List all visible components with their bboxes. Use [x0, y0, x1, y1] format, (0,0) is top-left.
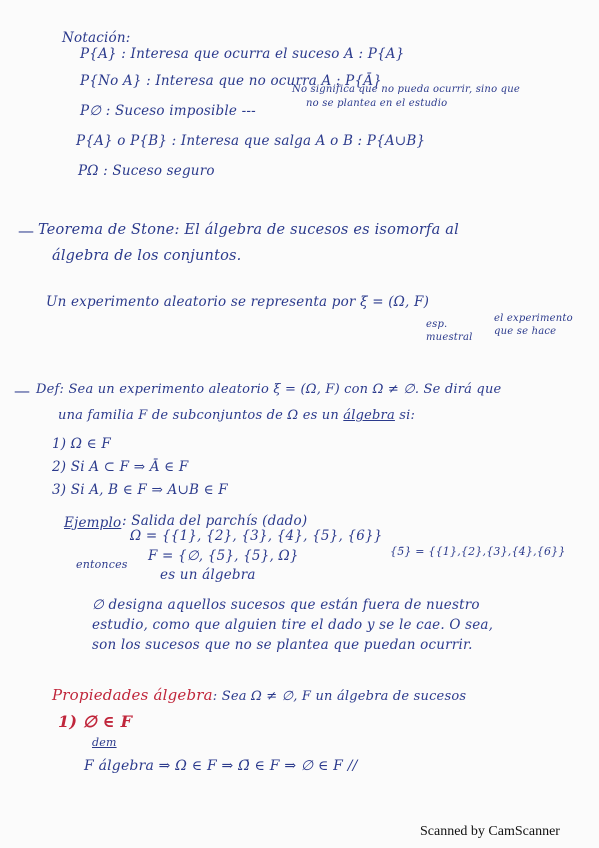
example-label: Ejemplo	[64, 515, 122, 531]
property-item-1: 1) ∅ ∈ F	[58, 712, 133, 731]
def-item-1: 1) Ω ∈ F	[52, 436, 111, 452]
example-line-2: Ω = {{1}, {2}, {3}, {4}, {5}, {6}}	[130, 528, 383, 544]
example-line-3: F = {∅, {5}, {5̄}, Ω}	[148, 548, 299, 564]
notation-title: Notación:	[62, 30, 131, 46]
properties-heading	[52, 686, 466, 704]
notation-line-3: P∅ : Suceso imposible ---	[80, 103, 256, 119]
notation-line-2: P{No A} : Interesa que no ocurra A : P{Ā}	[80, 73, 382, 89]
properties-title: Propiedades álgebra	[52, 686, 213, 704]
example-entonces: entonces	[76, 558, 128, 571]
bullet-dash: —	[14, 381, 30, 400]
def-line-2-pre: una familia F de subconjuntos de Ω es un	[58, 408, 339, 423]
bullet-dash: —	[18, 221, 34, 240]
example-line-1: : Salida del parchís (dado)	[122, 513, 308, 529]
def-line-1: Def: Sea un experimento aleatorio ξ = (Ω, F) con Ω ≠ ∅. Se dirá que	[36, 382, 502, 397]
notation-line-1: P{A} : Interesa que ocurra el suceso A : P{A}	[80, 46, 405, 62]
label-experimento: el experimento que se hace	[494, 313, 573, 337]
def-line-2	[58, 408, 415, 423]
experiment-line: Un experimento aleatorio se representa por ξ = (Ω, F)	[46, 294, 430, 310]
stone-line-2: álgebra de los conjuntos.	[52, 248, 242, 264]
example-para-2: estudio, como que alguien tire el dado y se le cae. O sea,	[92, 617, 494, 633]
def-line-2-post: si:	[399, 408, 416, 423]
proof-line: F álgebra ⇒ Ω ∈ F ⇒ Ω̄ ∈ F ⇒ ∅ ∈ F //	[84, 758, 358, 774]
example-side-note: {5̄} = {{1},{2},{3},{4},{6}}	[390, 545, 566, 558]
notation-line-5: PΩ : Suceso seguro	[78, 163, 215, 179]
notation-note-2: no se plantea en el estudio	[306, 98, 448, 109]
scanner-watermark: Scanned by CamScanner	[420, 824, 560, 839]
def-word-algebra: álgebra	[343, 408, 395, 423]
example-para-3: son los sucesos que no se plantea que puedan ocurrir.	[92, 637, 473, 653]
stone-line-1: Teorema de Stone: El álgebra de sucesos es isomorfa al	[38, 222, 459, 238]
def-item-3: 3) Si A, B ∈ F ⇒ A∪B ∈ F	[52, 482, 228, 498]
def-item-2: 2) Si A ⊂ F ⇒ Ā ∈ F	[52, 459, 189, 475]
label-esp-muestral: esp. muestral	[426, 319, 473, 343]
example-line-4: es un álgebra	[160, 567, 256, 583]
proof-label: dem	[92, 736, 117, 749]
notation-note-1: No significa que no pueda ocurrir, sino que	[292, 84, 521, 95]
notation-line-4: P{A} o P{B} : Interesa que salga A o B : P{A∪B}	[76, 133, 426, 149]
properties-title-rest: : Sea Ω ≠ ∅, F un álgebra de sucesos	[212, 689, 467, 704]
example-para-1: ∅ designa aquellos sucesos que están fuera de nuestro	[92, 597, 480, 613]
